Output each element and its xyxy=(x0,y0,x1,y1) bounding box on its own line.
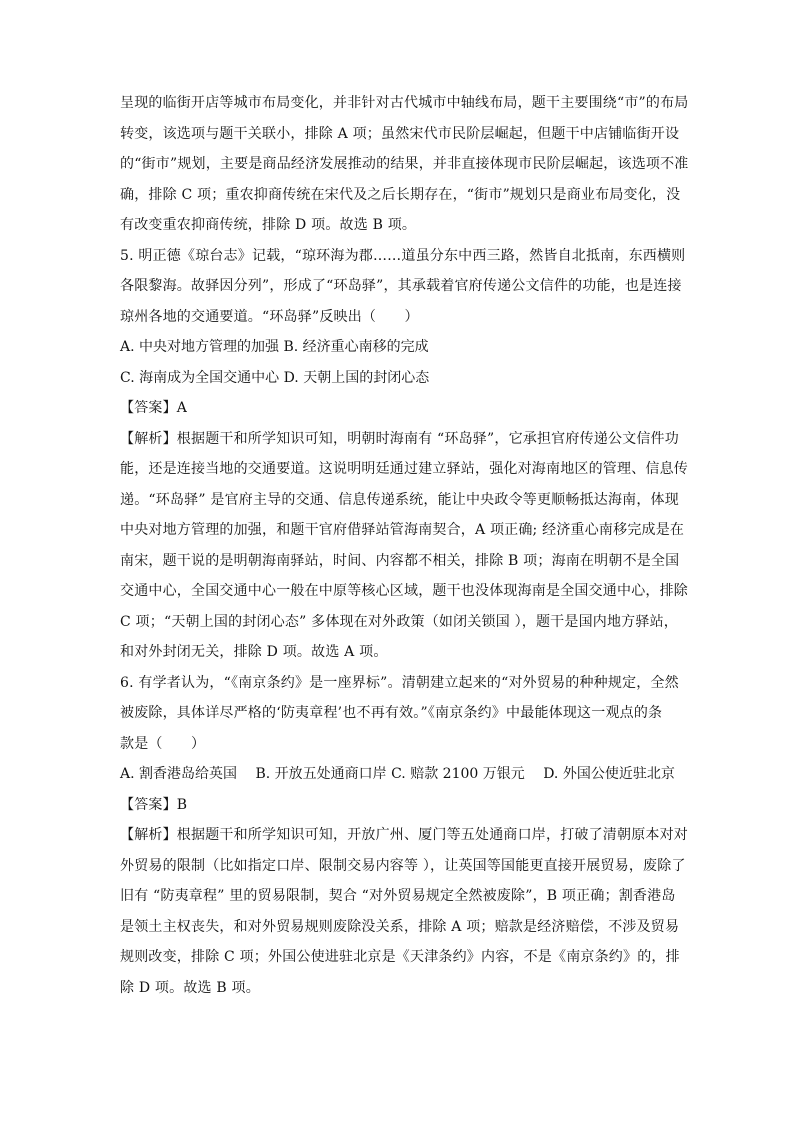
text-line: 除 D 项。故选 B 项。 xyxy=(120,979,260,996)
text-line: 各限黎海。故驿因分列”，形成了“环岛驿”，其承载着官府传递公文信件的功能，也是连接 xyxy=(120,278,682,294)
question-6-explanation xyxy=(120,820,688,1003)
question-5-answer xyxy=(120,393,676,424)
text-line: 和对外封闭无关，排除 D 项。故选 A 项。 xyxy=(120,644,388,660)
prev-explanation-paragraph xyxy=(120,88,689,241)
text-line: 呈现的临街开店等城市布局变化，并非针对古代城市中轴线布局，题干主要围绕“市”的布局 xyxy=(120,95,689,111)
text-line: 被废除，具体详尽严格的‘防夷章程’也不再有效。”《南京条约》中最能体现这一观点的条 xyxy=(120,705,663,721)
document-body xyxy=(120,88,689,1003)
text-line: 琼州各地的交通要道。“环岛驿”反映出（ ） xyxy=(120,308,419,325)
text-line: 款是（ ） xyxy=(120,735,206,752)
text-line: 是领土主权丧失，和对外贸易规则废除没关系，排除 A 项；赔款是经济赔偿，不涉及贸易 xyxy=(120,918,680,935)
text-line: 中央对地方管理的加强，和题干官府借驿站管海南契合，A 项正确; 经济重心南移完成是在 xyxy=(120,522,685,538)
text-line: 有改变重农抑商传统，排除 D 项。故选 B 项。 xyxy=(120,217,417,233)
text-line: 外贸易的限制（比如指定口岸、限制交易内容等 ），让英国等国能更直接开展贸易，废除了 xyxy=(120,857,686,874)
text-line: 【解析】根据题干和所学知识可知，开放广州、厦门等五处通商口岸，打破了清朝原本对对 xyxy=(120,827,688,843)
question-5-stem xyxy=(120,241,686,333)
text-line: 交通中心，全国交通中心一般在中原等核心区域，题干也没体现海南是全国交通中心，排除 xyxy=(120,583,688,599)
question-6-stem xyxy=(120,668,679,760)
text-line: 确，排除 C 项；重农抑商传统在宋代及之后长期存在，“街市”规划只是商业布局变化，没 xyxy=(120,186,681,203)
question-6-answer xyxy=(120,790,676,821)
text-line: 【解析】根据题干和所学知识可知，明朝时海南有 “环岛驿”，它承担官府传递公文信件功 xyxy=(120,430,679,447)
text-line: 6. 有学者认为，“《南京条约》是一座界标”。清朝建立起来的“对外贸易的种种规定，全然 xyxy=(120,674,679,691)
text-line: 递。“环岛驿” 是官府主导的交通、信息传递系统，能让中央政令等更顺畅抵达海南，体现 xyxy=(120,491,679,508)
option-row: A. 割香港岛给英国 B. 开放五处通商口岸 C. 赔款 2100 万银元 D. 外国公使近驻北京 xyxy=(120,766,675,782)
option-row: C. 海南成为全国交通中心 D. 天朝上国的封闭心态 xyxy=(120,369,430,386)
text-line: 旧有 “防夷章程” 里的贸易限制，契合 “对外贸易规定全然被废除”，B 项正确；割香港岛 xyxy=(120,888,676,904)
answer-line: 【答案】A xyxy=(120,400,188,416)
question-5-options xyxy=(120,332,676,393)
question-5-explanation xyxy=(120,424,688,668)
text-line: 能，还是连接当地的交通要道。这说明明廷通过建立驿站，强化对海南地区的管理、信息传 xyxy=(120,461,688,477)
answer-line: 【答案】B xyxy=(120,796,188,813)
text-line: 南宋，题干说的是明朝海南驿站，时间、内容都不相关，排除 B 项；海南在明朝不是全国 xyxy=(120,552,680,569)
option-row: A. 中央对地方管理的加强 B. 经济重心南移的完成 xyxy=(120,339,429,355)
question-6-options xyxy=(120,759,676,790)
text-line: 规则改变，排除 C 项；外国公使进驻北京是《天津条约》内容，不是《南京条约》的，排 xyxy=(120,949,680,965)
text-line: C 项；“天朝上国的封闭心态” 多体现在对外政策（如闭关锁国 ），题干是国内地方驿站， xyxy=(120,613,678,630)
text-line: 的“街市”规划，主要是商品经济发展推动的结果，并非直接体现市民阶层崛起，该选项不准 xyxy=(120,156,689,172)
text-line: 转变，该选项与题干关联小，排除 A 项；虽然宋代市民阶层崛起，但题干中店铺临街开设 xyxy=(120,125,680,142)
text-line: 5. 明正德《琼台志》记载，“琼环海为郡……道虽分东中西三路，然皆自北抵南，东西横则 xyxy=(120,247,686,264)
